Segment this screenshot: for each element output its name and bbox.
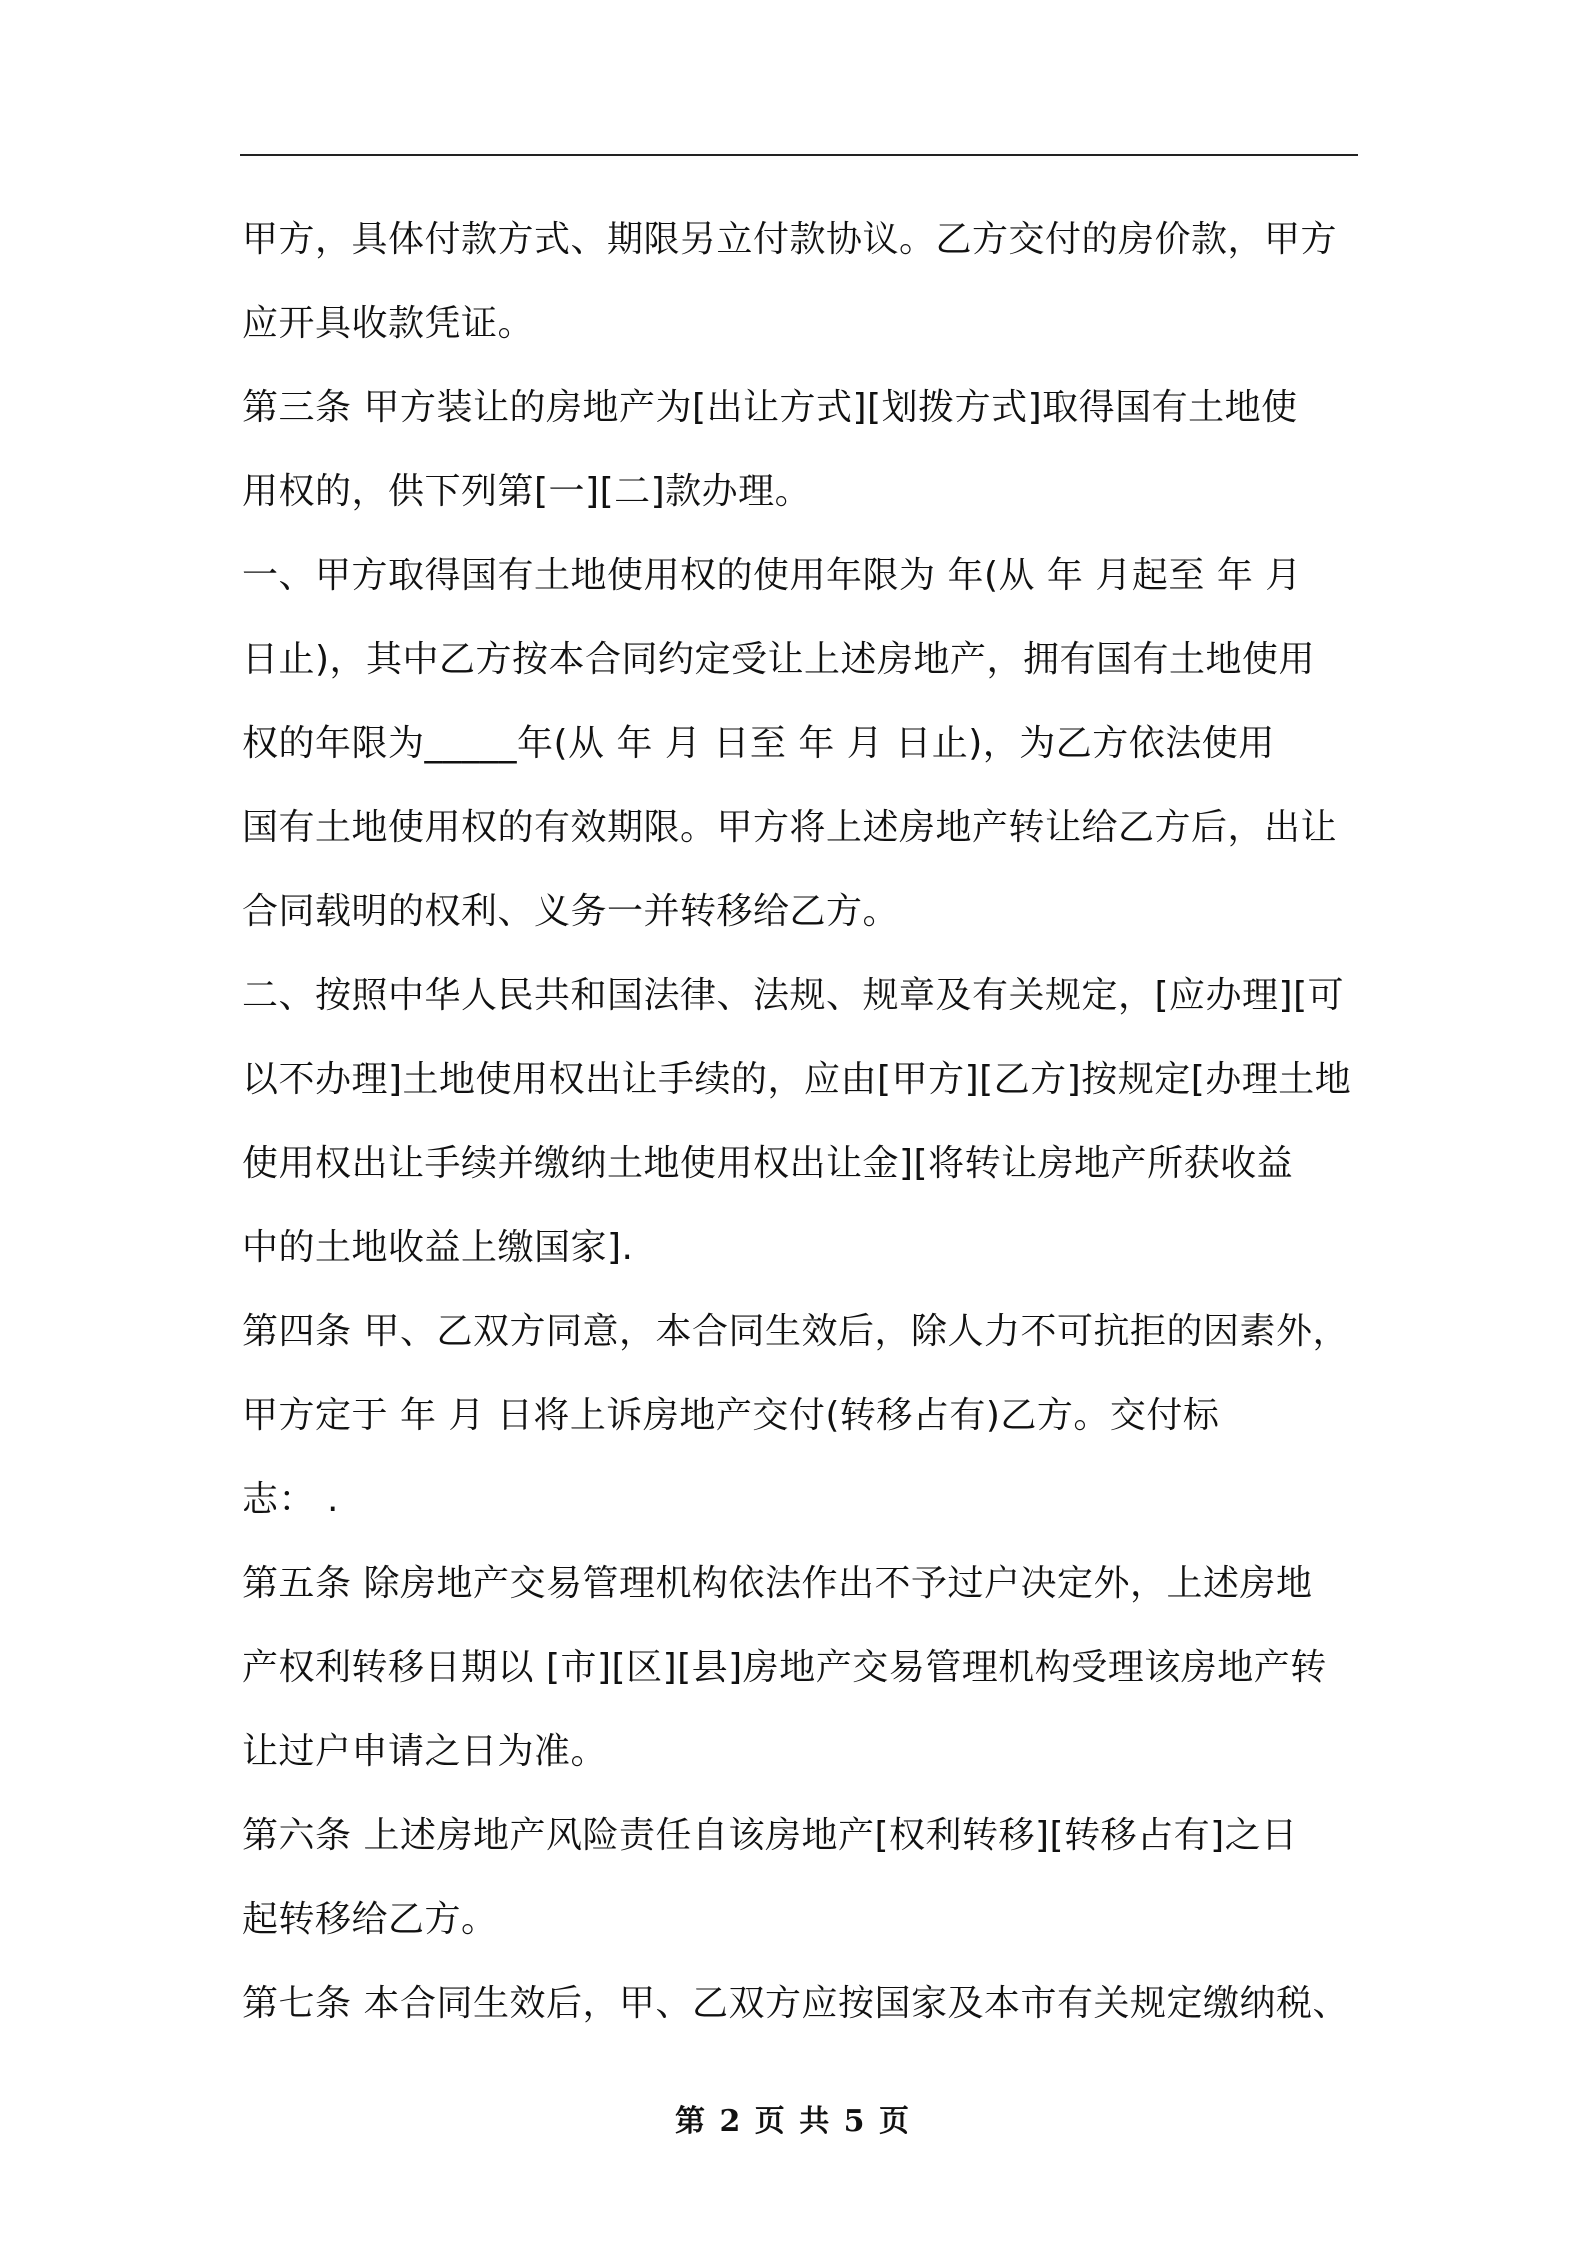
text-line: 一、甲方取得国有土地使用权的使用年限为 年(从 年 月起至 年 月 — [242, 555, 1302, 596]
text-line: 二、按照中华人民共和国法律、法规、规章及有关规定，[应办理][可 — [242, 975, 1345, 1016]
text-line: 中的土地收益上缴国家]. — [242, 1227, 634, 1268]
text-line: 第四条 甲、乙双方同意，本合同生效后，除人力不可抗拒的因素外， — [242, 1311, 1349, 1352]
text-line: 日止)，其中乙方按本合同约定受让上述房地产，拥有国有土地使用 — [242, 639, 1316, 680]
header-rule — [240, 154, 1358, 156]
text-line: 国有土地使用权的有效期限。甲方将上述房地产转让给乙方后，出让 — [242, 807, 1338, 848]
text-line: 起转移给乙方。 — [242, 1899, 498, 1940]
text-line: 甲方，具体付款方式、期限另立付款协议。乙方交付的房价款，甲方 — [242, 219, 1338, 260]
text-line: 产权利转移日期以 [市][区][县]房地产交易管理机构受理该房地产转 — [242, 1647, 1327, 1688]
text-line: 第六条 上述房地产风险责任自该房地产[权利转移][转移占有]之日 — [242, 1815, 1298, 1856]
text-line: 让过户申请之日为准。 — [242, 1731, 608, 1772]
text-line: 以不办理]土地使用权出让手续的，应由[甲方][乙方]按规定[办理土地 — [242, 1059, 1352, 1100]
page-footer: 第 2 页 共 5 页 — [675, 2104, 911, 2139]
document-body — [242, 198, 1360, 2046]
text-line: 第三条 甲方装让的房地产为[出让方式][划拨方式]取得国有土地使 — [242, 387, 1298, 428]
text-line: 用权的，供下列第[一][二]款办理。 — [242, 471, 812, 512]
text-line: 第七条 本合同生效后，甲、乙双方应按国家及本市有关规定缴纳税、 — [242, 1983, 1349, 2024]
text-line: 甲方定于 年 月 日将上诉房地产交付(转移占有)乙方。交付标 — [242, 1395, 1220, 1436]
text-line: 志： . — [242, 1479, 339, 1520]
text-line: 第五条 除房地产交易管理机构依法作出不予过户决定外，上述房地 — [242, 1563, 1313, 1604]
text-line: 应开具收款凭证。 — [242, 303, 535, 344]
text-line: 权的年限为_____年(从 年 月 日至 年 月 日止)，为乙方依法使用 — [242, 723, 1275, 764]
text-line: 使用权出让手续并缴纳土地使用权出让金][将转让房地产所获收益 — [242, 1143, 1294, 1184]
text-line: 合同载明的权利、义务一并转移给乙方。 — [242, 891, 900, 932]
